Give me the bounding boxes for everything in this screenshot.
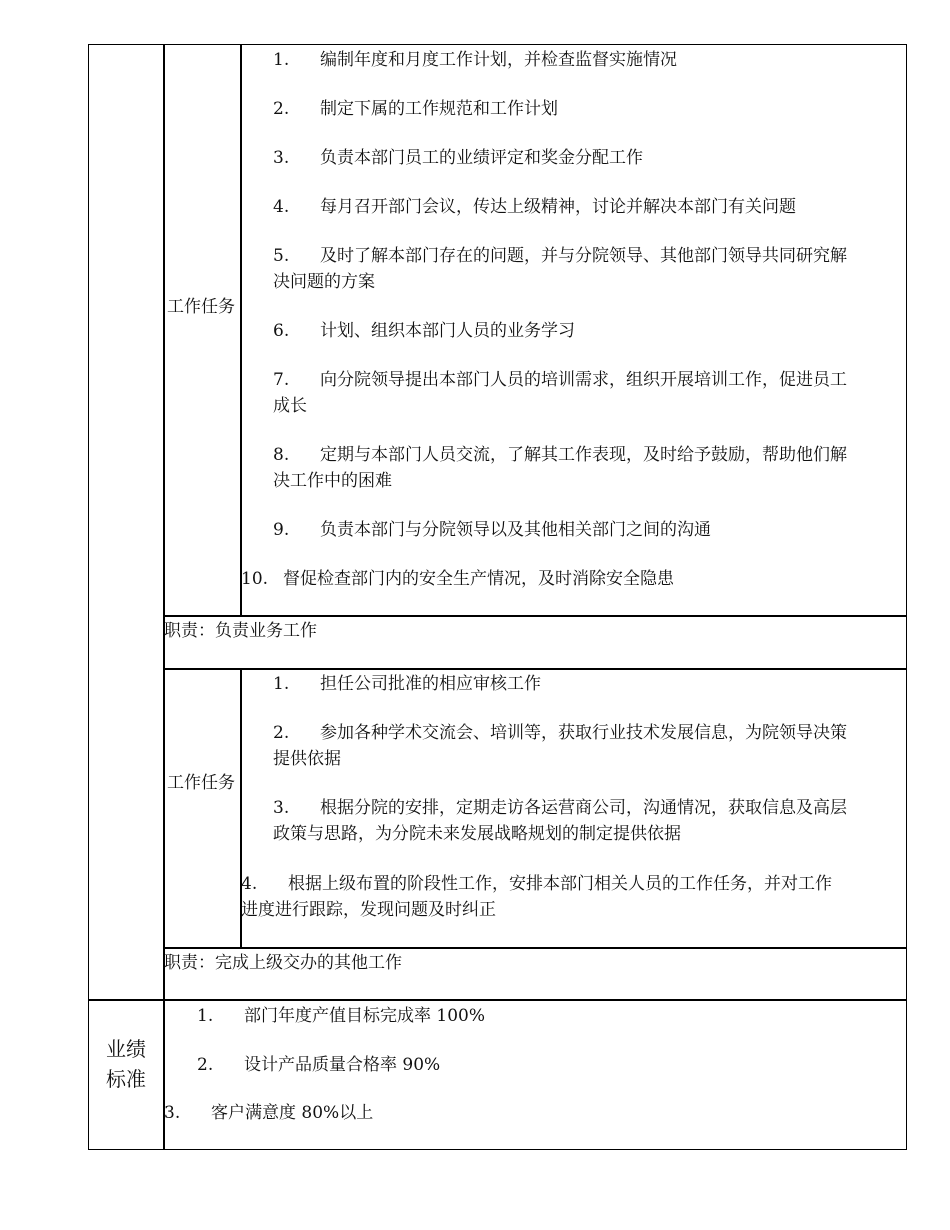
col-divider-task-1 bbox=[240, 44, 242, 616]
row-divider-duty1-top bbox=[163, 615, 907, 617]
section2-duty: 职责：完成上级交办的其他工作 bbox=[164, 953, 402, 973]
section1-task-10: 10. 督促检查部门内的安全生产情况，及时消除安全隐患 bbox=[241, 569, 674, 589]
performance-item-1: 1. 部门年度产值目标完成率 100% bbox=[197, 1006, 486, 1026]
row-divider-performance-top bbox=[88, 999, 907, 1001]
section1-task-3: 3. 负责本部门员工的业绩评定和奖金分配工作 bbox=[273, 148, 643, 168]
section1-task-8: 8. 定期与本部门人员交流，了解其工作表现，及时给予鼓励，帮助他们解 决工作中的困难 bbox=[273, 445, 847, 491]
section1-task-4: 4. 每月召开部门会议，传达上级精神，讨论并解决本部门有关问题 bbox=[273, 197, 796, 217]
section1-duty: 职责：负责业务工作 bbox=[164, 621, 317, 641]
section2-label: 工作任务 bbox=[167, 773, 235, 793]
col-divider-left bbox=[163, 44, 165, 1150]
section1-task-6: 6. 计划、组织本部门人员的业务学习 bbox=[273, 321, 575, 341]
section1-task-7: 7. 向分院领导提出本部门人员的培训需求，组织开展培训工作，促进员工 成长 bbox=[273, 370, 847, 416]
section2-task-4: 4. 根据上级布置的阶段性工作，安排本部门相关人员的工作任务，并对工作 进度进行跟踪，发现问题及时纠正 bbox=[241, 874, 832, 920]
section2-task-1: 1. 担任公司批准的相应审核工作 bbox=[273, 674, 541, 694]
row-divider-duty1-bottom bbox=[163, 668, 907, 670]
performance-label: 业绩标准 bbox=[106, 1037, 146, 1091]
section1-task-2: 2. 制定下属的工作规范和工作计划 bbox=[273, 99, 558, 119]
section2-task-3: 3. 根据分院的安排，定期走访各运营商公司，沟通情况，获取信息及高层 政策与思路，为分院未来发展战略规划的制定提供依据 bbox=[273, 798, 847, 844]
section1-label: 工作任务 bbox=[167, 297, 235, 317]
row-divider-duty2-top bbox=[163, 947, 907, 949]
performance-item-3: 3. 客户满意度 80%以上 bbox=[164, 1103, 374, 1123]
section1-task-5: 5. 及时了解本部门存在的问题，并与分院领导、其他部门领导共同研究解 决问题的方案 bbox=[273, 246, 847, 292]
section1-task-9: 9. 负责本部门与分院领导以及其他相关部门之间的沟通 bbox=[273, 520, 711, 540]
section2-task-2: 2. 参加各种学术交流会、培训等，获取行业技术发展信息，为院领导决策 提供依据 bbox=[273, 723, 847, 769]
section1-task-1: 1. 编制年度和月度工作计划，并检查监督实施情况 bbox=[273, 50, 677, 70]
performance-item-2: 2. 设计产品质量合格率 90% bbox=[197, 1055, 441, 1075]
